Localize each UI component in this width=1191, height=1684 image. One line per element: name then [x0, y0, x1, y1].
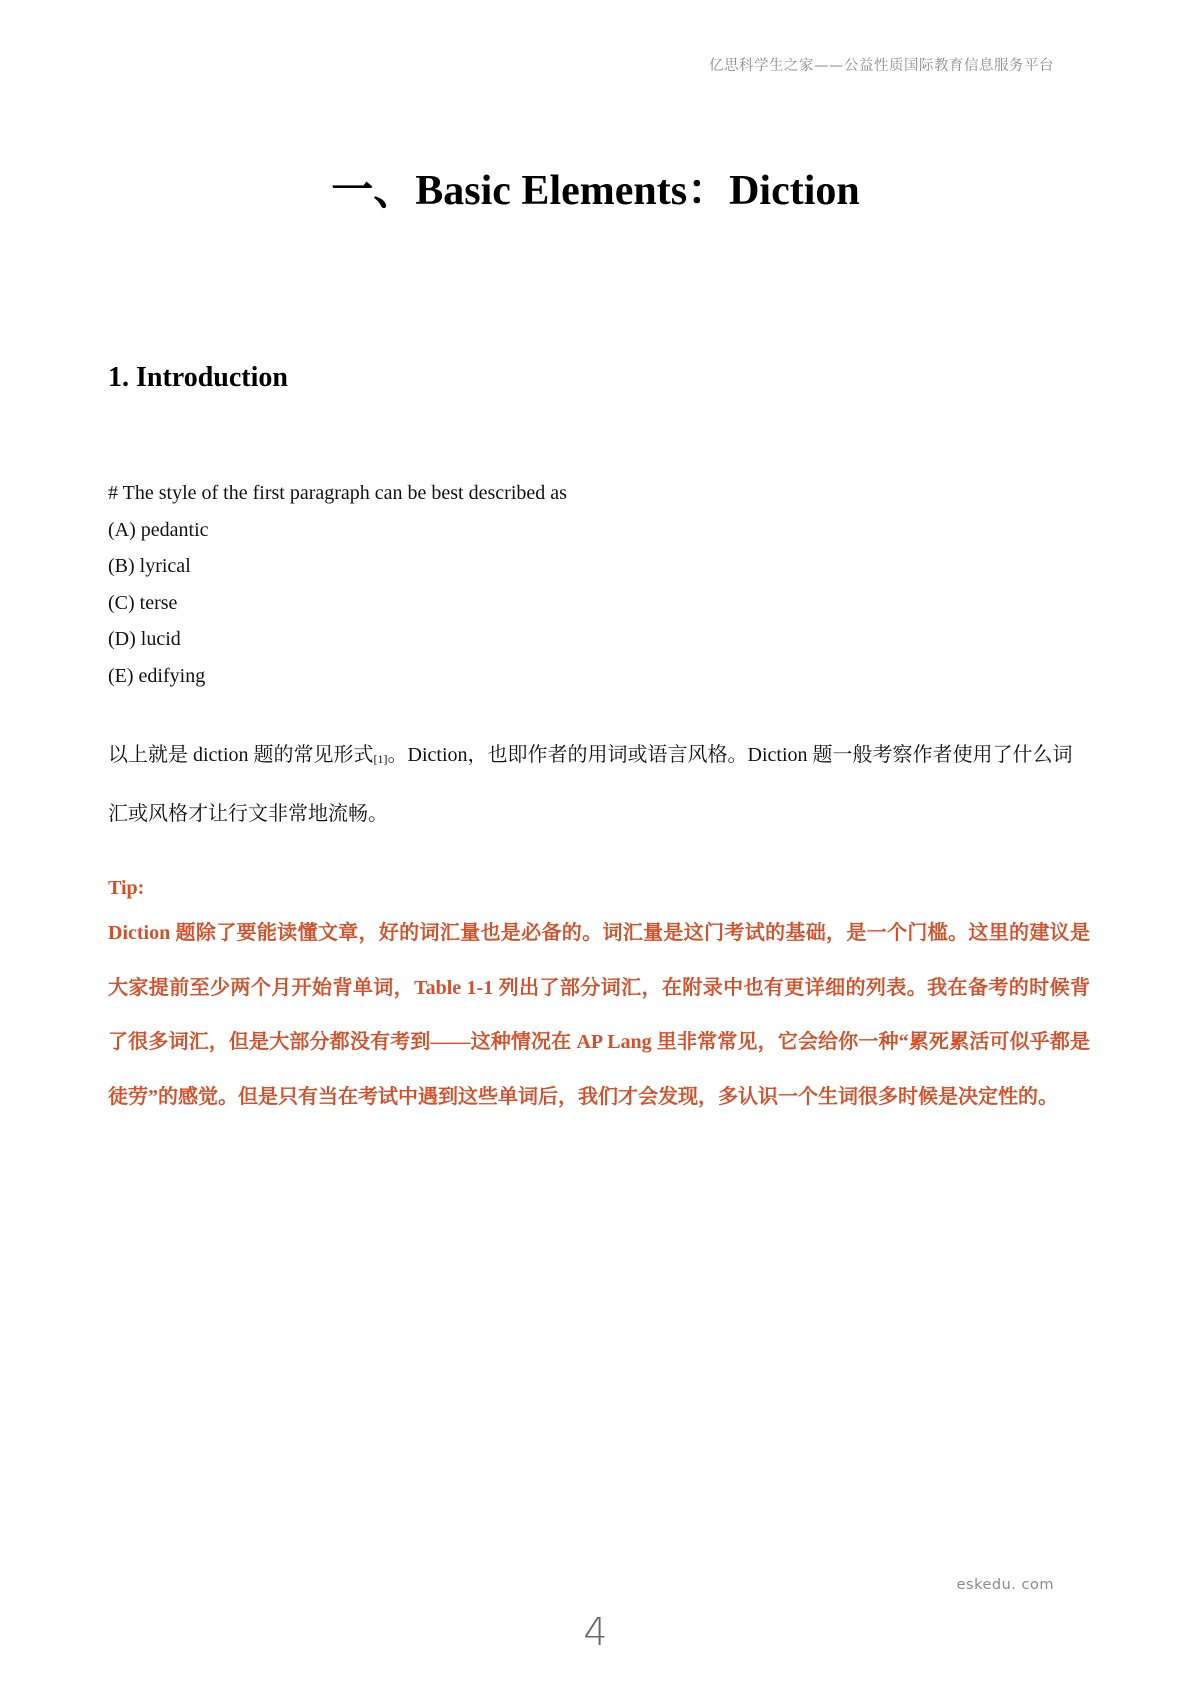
- option-d: (D) lucid: [108, 628, 181, 650]
- question-block: [108, 475, 567, 694]
- page-header: 亿思科学生之家——公益性质国际教育信息服务平台: [709, 58, 1054, 74]
- footer-site: eskedu. com: [956, 1577, 1054, 1593]
- option-c: (C) terse: [108, 591, 178, 614]
- footnote-marker[interactable]: [1]: [373, 752, 388, 766]
- body-text-start: 以上就是 diction 题的常见形式: [108, 744, 374, 766]
- section-title: 1. Introduction: [108, 362, 288, 393]
- body-text-end: 。Diction，也即作者的用词或语言风格。Diction 题一般考察作者使用了什么词汇或风格才让行文非常地流畅。: [108, 744, 1073, 825]
- page-number: 4: [583, 1610, 608, 1654]
- tip-paragraph: Diction 题除了要能读懂文章，好的词汇量也是必备的。词汇量是这门考试的基础，是一个门槛。这里的建议是大家提前至少两个月开始背单词，Table 1-1 列出了部分词汇，在附录中也有更详细的列表。我在备考的时候背了很多词汇，但是大部分都没有考到——这种情况在 AP Lang 里非常常见，它会给你一种“累死累活可似乎都是徒劳”的感觉。但是只有当在考试中遇到这些单词后，我们才会发现，多认识一个生词很多时候是决定性的。: [108, 922, 1090, 1108]
- question-prompt: # The style of the first paragraph can be best described as: [108, 482, 567, 504]
- option-a: (A) pedantic: [108, 518, 209, 541]
- option-b: (B) lyrical: [108, 555, 191, 577]
- option-e: (E) edifying: [108, 664, 206, 687]
- chapter-title: 一、Basic Elements：Diction: [331, 168, 860, 214]
- body-paragraph: [108, 728, 1090, 842]
- tip-label: Tip:: [108, 877, 145, 899]
